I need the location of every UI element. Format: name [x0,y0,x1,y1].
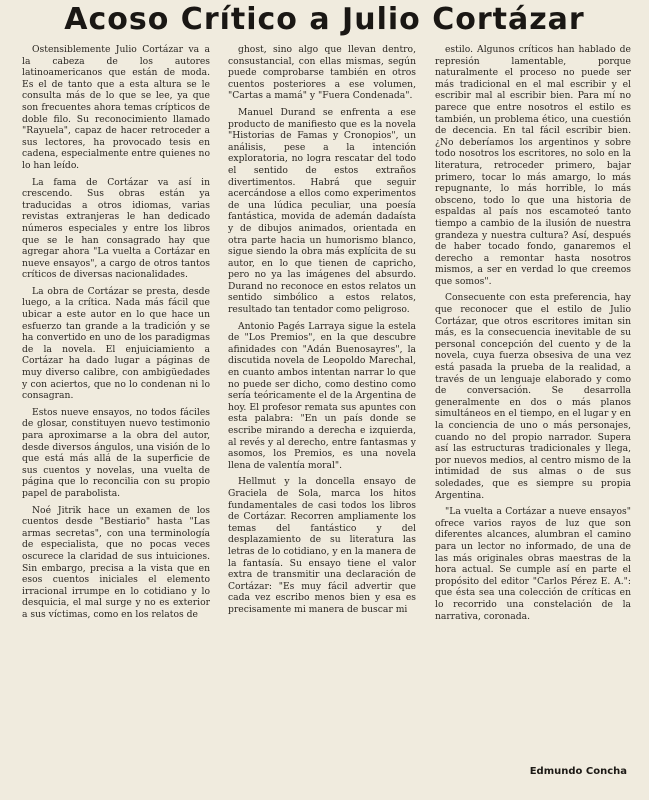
paragraph: "La vuelta a Cortázar a nueve ensayos" ofrece varios rayos de luz que son diferentes alcances, alumbran el camino para un lector no informado, de una de las más originales obras maestras de la hora actual. Se cumple así en parte el propósito del editor "Carlos Pérez E. A.": que ésta sea una colección de críticas en lo recorrido una constelación de la narrativa, coronada. [435,506,631,622]
paragraph: La fama de Cortázar va así in crescendo. Sus obras están ya traducidas a otros idiomas, varias revistas extranjeras le han dedicado números especiales y entre los libros que se le han consagrado hay que agregar ahora "La vuelta a Cortázar en nueve ensayos", a cargo de otros tantos críticos de diversas nacionalidades. [22,176,210,281]
paragraph: La obra de Cortázar se presta, desde luego, a la crítica. Nada más fácil que ubicar a este autor en lo que hace un esfuerzo tan grande a la tradición y se ha convertido en uno de los paradigmas de la novela. El enjuiciamiento a Cortázar ha dado lugar a páginas de muy diverso calibre, con ambigüedades y con aciertos, que no lo condenan ni lo consagran. [22,285,210,402]
paragraph: Antonio Pagés Larraya sigue la estela de "Los Premios", en la que descubre afinidades con "Adán Buenosayres", la discutida novela de Leopoldo Marechal, en cuanto ambos intentan narrar lo que no puede ser dicho, como destino como sería teóricamente el de la Argentina de hoy. El profesor remata sus apuntes con esta palabra: "En un país donde se escribe mirando a derecha e izquierda, al revés y al derecho, entre fantasmas y asomos, los Premios, es una novela llena de valentía moral". [228,320,416,471]
paragraph: estilo. Algunos críticos han hablado de represión lamentable, porque naturalmente el proceso no puede ser más tradicional en el mal escribir y el escribir mal al escribir bien. Para mí no parece que entre nosotros el estilo es también, un problema ético, una cuestión de decencia. En tal fácil escribir bien. ¿No deberíamos los argentinos y sobre todo nosotros los escritores, no solo en la literatura, retroceder primero, bajar primero, tocar lo más amargo, lo más repugnante, lo más horrible, lo más obsceno, todo lo que una historia de espaldas al país nos escamoteó tanto tiempo a cambio de la ilusión de nuestra grandeza y nuestra cultura? Así, después de haber tocado fondo, ganaremos el derecho a remontar hasta nosotros mismos, a ser en verdad lo que creemos que somos". [435,44,631,287]
headline: Acoso Crítico a Julio Cortázar [64,2,585,37]
column-1 [22,44,210,784]
column-2 [228,44,416,784]
paragraph: Estos nueve ensayos, no todos fáciles de glosar, constituyen nuevo testimonio para aproximarse a la obra del autor, desde diversos ángulos, una visión de lo que está más allá de la superficie de sus cuentos y novelas, una vuelta de página que lo reconcilia con su propio papel de parabolista. [22,406,210,499]
paragraph: Hellmut y la doncella ensayo de Graciela de Sola, marca los hitos fundamentales de casi todos los libros de Cortázar. Recorren ampliamente los temas del fantástico y del desplazamiento de su literatura las letras de lo cotidiano, y en la manera de la fantasía. Su ensayo tiene el valor extra de transmitir una declaración de Cortázar: "Es muy fácil advertir que cada vez escribo menos bien y esa es precisamente mi manera de buscar mi [228,476,416,615]
column-3 [435,44,631,784]
paragraph: ghost, sino algo que llevan dentro, consustancial, con ellas mismas, según puede comprobarse también en otros cuentos posteriores a ese volumen, "Cartas a mamá" y "Fuera Condenada". [228,44,416,102]
author-byline: Edmundo Concha [529,766,627,777]
paragraph: Manuel Durand se enfrenta a ese producto de manifiesto que es la novela "Historias de Famas y Cronopios", un análisis, pese a la intención exploratoria, no logra rescatar del todo el sentido de estos extraños divertimentos. Habrá que seguir acercándose a ellos como experimentos de una lúdica peculiar, una poesía fantástica, movida de ademán dadaísta y de dibujos animados, orientada en otra parte hacia un humorismo blanco, sigue siendo la obra más explícita de su autor, en lo que tienen de capricho, pero no ya las imágenes del absurdo. Durand no reconoce en estos relatos un sentido simbólico a estos relatos, resultado tan tentador como peligroso. [228,106,416,316]
paragraph: Noé Jitrik hace un examen de los cuentos desde "Bestiario" hasta "Las armas secretas", con una terminología de especialista, que no pocas veces oscurece la claridad de sus intuiciones. Sin embargo, precisa a la vista que en esos cuentos iniciales el elemento irracional irrumpe en lo cotidiano y lo desquicia, el mal surge y no es exterior a sus víctimas, como en los relatos de [22,504,210,620]
paragraph: Consecuente con esta preferencia, hay que reconocer que el estilo de Julio Cortázar, que otros escritores imitan sin más, es la consecuencia inevitable de su personal concepción del cuento y de la novela, cuya fuerza obsesiva de una vez está pasada la prueba de la realidad, a través de un lenguaje elaborado y como de conversación. Se desarrolla generalmente en dos o más planos simultáneos en el tiempo, en el lugar y en la conciencia de uno o más personajes, cuando no del propio narrador. Supera así las estructuras tradicionales y llega, por nuevos medios, al centro mismo de la intimidad de sus almas o de sus soledades, que es siempre su propia Argentina. [435,292,631,501]
paragraph: Ostensiblemente Julio Cortázar va a la cabeza de los autores latinoamericanos que están de moda. Es el de tanto que a esta altura se le consulta más de lo que se lee, ya que son frecuentes ahora temas crípticos de doble filo. Su reconocimiento llamado "Rayuela", capaz de hacer retroceder a sus lectores, ha provocado tesis en cadena, especialmente entre quienes no lo han leído. [22,44,210,171]
